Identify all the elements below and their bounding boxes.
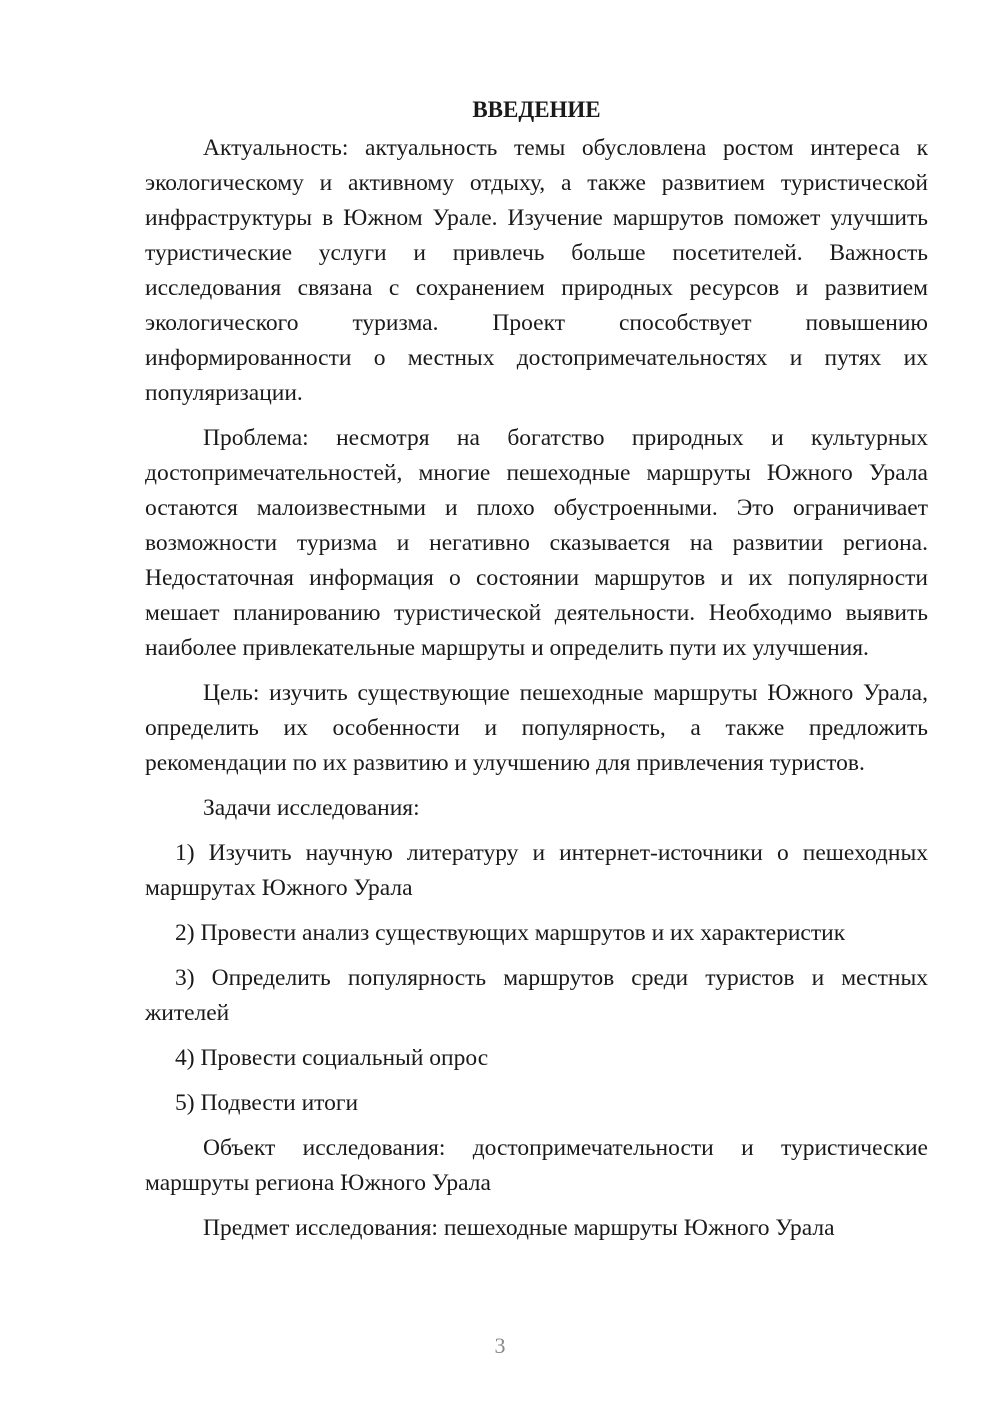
- relevance-paragraph: Актуальность: актуальность темы обусловлена ростом интереса к экологическому и активному отдыху, а также развитием туристической инфраструктуры в Южном Урале. Изучение маршрутов поможет улучшить туристические услуги и привлечь больше посетителей. Важность исследования связана с сохранением природных ресурсов и развитием экологического туризма. Проект способствует повышению информированности о местных достопримечательностях и путях их популяризации.: [145, 135, 928, 406]
- object-paragraph: Объект исследования: достопримечательности и туристические маршруты региона Южного Урала: [145, 1135, 928, 1196]
- goal-paragraph: Цель: изучить существующие пешеходные маршруты Южного Урала, определить их особенности и популярность, а также предложить рекомендации по их развитию и улучшению для привлечения туристов.: [145, 680, 928, 776]
- task-item: 1) Изучить научную литературу и интернет-источники о пешеходных маршрутах Южного Урала: [145, 840, 928, 901]
- task-item: 5) Подвести итоги: [175, 1090, 359, 1116]
- page-number: 3: [494, 1333, 506, 1358]
- task-item: 4) Провести социальный опрос: [175, 1045, 489, 1071]
- section-title: ВВЕДЕНИЕ: [472, 97, 601, 122]
- task-item: 3) Определить популярность маршрутов среди туристов и местных жителей: [145, 965, 928, 1026]
- tasks-heading: Задачи исследования:: [203, 795, 420, 821]
- document-page: [145, 92, 928, 1256]
- problem-paragraph: Проблема: несмотря на богатство природных и культурных достопримечательностей, многие пешеходные маршруты Южного Урала остаются малоизвестными и плохо обустроенными. Это ограничивает возможности туризма и негативно сказывается на развитии региона. Недостаточная информация о состоянии маршрутов и их популярности мешает планированию туристической деятельности. Необходимо выявить наиболее привлекательные маршруты и определить пути их улучшения.: [145, 425, 928, 661]
- subject-paragraph: Предмет исследования: пешеходные маршруты Южного Урала: [203, 1215, 835, 1241]
- task-item: 2) Провести анализ существующих маршрутов и их характеристик: [175, 920, 846, 946]
